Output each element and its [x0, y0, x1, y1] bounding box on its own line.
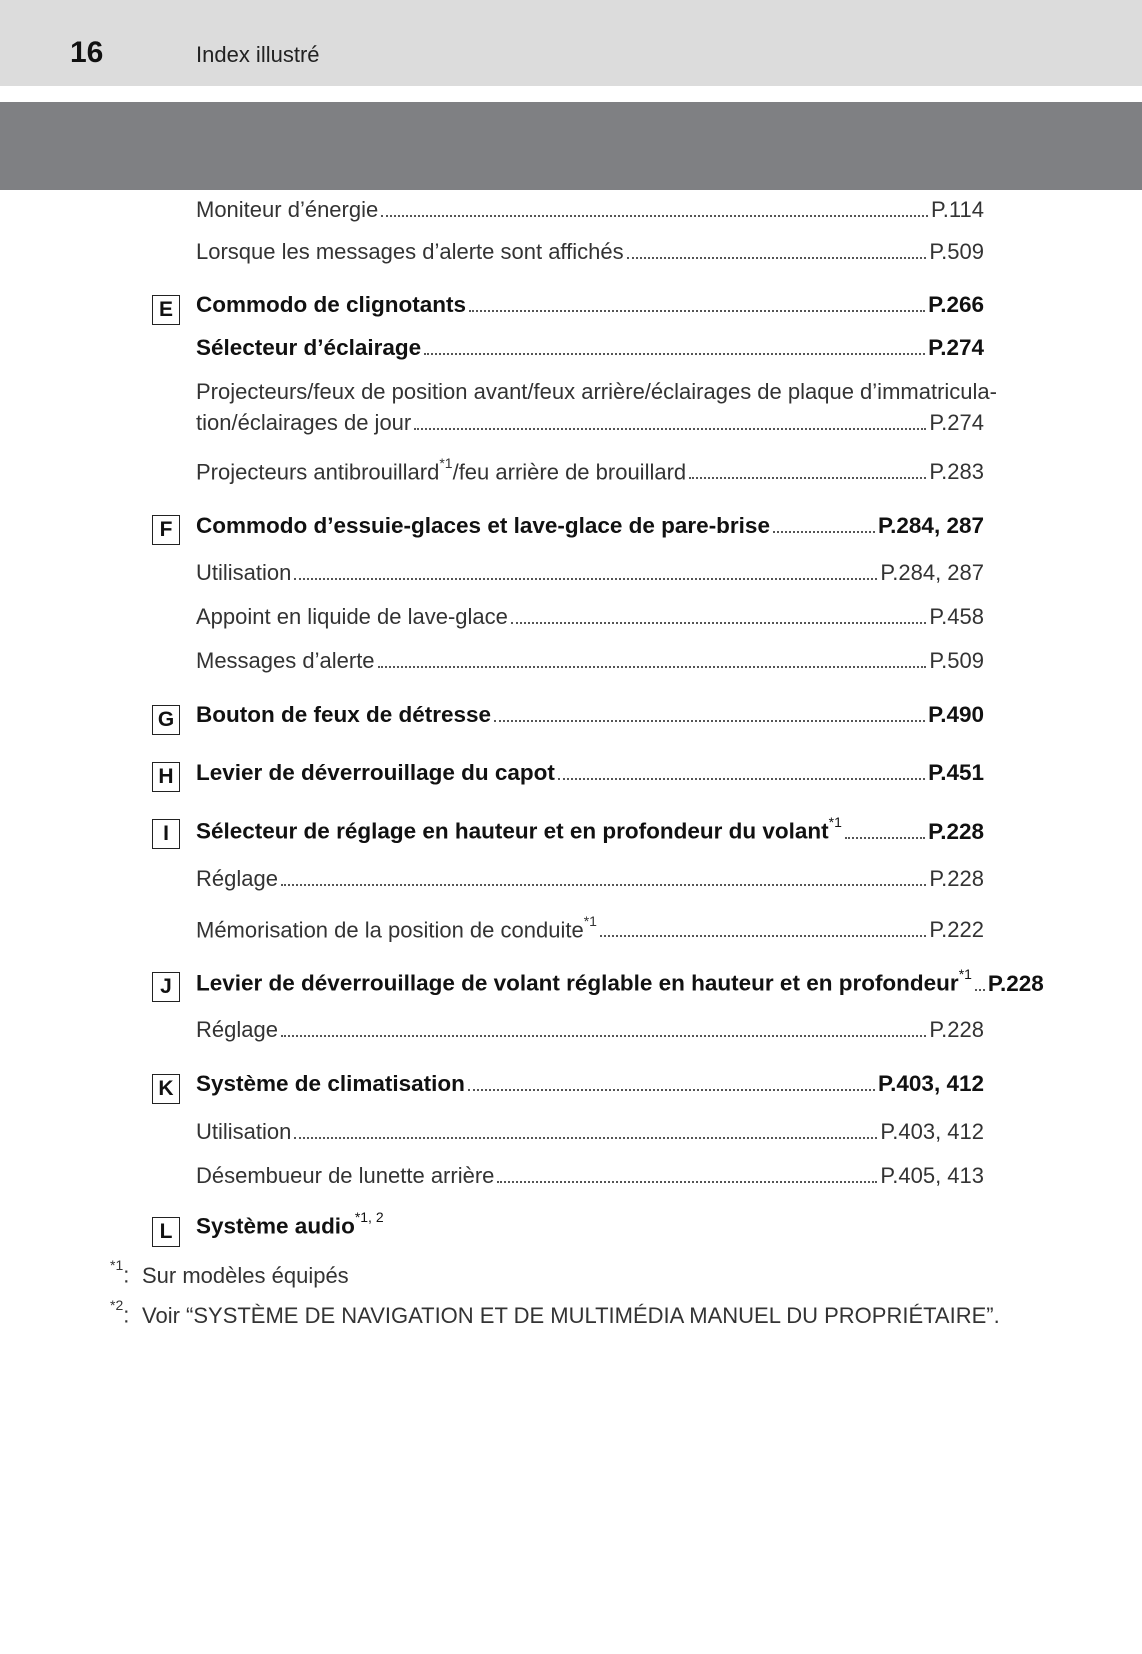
page-ref: P.451 — [928, 760, 984, 785]
page-ref: P.266 — [928, 292, 984, 317]
entry-label: Utilisation — [196, 1119, 292, 1144]
page-ref: P.228 — [929, 866, 984, 891]
footnote-mark: *2 — [110, 1297, 124, 1313]
page-ref: P.274 — [929, 410, 984, 435]
index-entry-projecteurs-line2 — [196, 410, 984, 436]
page-ref: P.274 — [928, 335, 984, 360]
index-entry-moniteur — [196, 197, 984, 223]
index-letter-i: I — [152, 819, 180, 849]
dot-leader — [381, 215, 928, 217]
entry-label-text: Levier de déverrouillage de volant réglable en hauteur et en profondeur — [196, 970, 959, 996]
page-ref: P.284, 287 — [880, 560, 984, 585]
section-title: Index illustré — [196, 42, 320, 67]
page-number: 16 — [70, 36, 104, 69]
page-ref: P.222 — [929, 917, 984, 943]
page-ref: P.228 — [987, 970, 1044, 996]
page-ref: P.509 — [929, 648, 984, 673]
index-letter-h: H — [152, 762, 180, 792]
index-entry-reglage-i — [196, 866, 984, 892]
index-entry-messages-alerte — [196, 648, 984, 674]
index-letter-j: J — [152, 972, 180, 1002]
index-entry-levier-volant — [196, 966, 1044, 997]
dot-leader — [414, 428, 926, 430]
page-ref: P.509 — [929, 239, 984, 264]
dot-leader — [497, 1181, 877, 1183]
entry-label: Réglage — [196, 1017, 278, 1042]
entry-label-pre: Projecteurs antibrouillard — [196, 459, 440, 485]
footnote-mark: *1 — [110, 1257, 124, 1273]
entry-label: Levier de déverrouillage du capot — [196, 760, 555, 785]
index-letter-f: F — [152, 515, 180, 545]
footnote-1-mark: $^{*1}$: — [110, 1257, 130, 1288]
entry-label: Désembueur de lunette arrière — [196, 1163, 495, 1188]
dot-leader — [294, 1137, 877, 1139]
index-entry-climatisation — [196, 1071, 984, 1097]
entry-label — [196, 1209, 384, 1240]
page-ref: P.403, 412 — [878, 1071, 984, 1096]
entry-label: Messages d’alerte — [196, 648, 375, 673]
index-entry-utilisation-k — [196, 1119, 984, 1145]
entry-label: Appoint en liquide de lave-glace — [196, 604, 508, 629]
dot-leader — [689, 477, 926, 479]
page-ref: P.403, 412 — [880, 1119, 984, 1144]
index-letter-g: G — [152, 705, 180, 735]
entry-label — [196, 455, 687, 485]
footnote-ref: *1 — [439, 455, 453, 471]
dot-leader — [845, 837, 925, 839]
header-bar — [0, 0, 1142, 86]
dot-leader — [773, 531, 875, 533]
dot-leader — [424, 353, 925, 355]
dot-leader — [468, 1089, 875, 1091]
page-ref: P.283 — [929, 459, 984, 485]
index-entry-antibrouillard — [196, 455, 984, 485]
footnote-2-text: Voir “SYSTÈME DE NAVIGATION ET DE MULTIMÉDIA MANUEL DU PROPRIÉTAIRE”. — [142, 1303, 1000, 1328]
index-entry-systeme-audio — [196, 1209, 984, 1240]
footnote-ref: *1 — [828, 814, 842, 830]
page-ref: P.458 — [929, 604, 984, 629]
index-entry-selecteur-eclairage — [196, 335, 984, 361]
dot-leader — [975, 989, 985, 991]
entry-label: Moniteur d’énergie — [196, 197, 379, 222]
page-ref: P.114 — [930, 197, 984, 222]
footnote-2-mark: $^{*2}$: — [110, 1297, 130, 1328]
footnote-ref: *1 — [958, 966, 972, 982]
index-entry-alerte-affiches — [196, 239, 984, 265]
footnote-1-text: Sur modèles équipés — [142, 1263, 349, 1288]
dot-leader — [558, 778, 925, 780]
index-entry-selecteur-volant — [196, 814, 984, 845]
entry-label: Commodo d’essuie-glaces et lave-glace de pare-brise — [196, 513, 770, 538]
entry-label-text: Sélecteur de réglage en hauteur et en profondeur du volant — [196, 818, 829, 844]
page-ref: P.228 — [929, 1017, 984, 1042]
entry-label: Lorsque les messages d’alerte sont affichés — [196, 239, 624, 264]
entry-label: Sélecteur d’éclairage — [196, 335, 422, 360]
index-entry-commodo-clignotants — [196, 292, 984, 318]
illustration-band — [0, 102, 1142, 190]
entry-label: Système de climatisation — [196, 1071, 465, 1096]
dot-leader — [600, 935, 926, 937]
index-entry-utilisation-f — [196, 560, 984, 586]
entry-label-post: /feu arrière de brouillard — [452, 459, 687, 485]
index-entry-deverrouillage-capot — [196, 760, 984, 786]
entry-label-text: Système audio — [196, 1213, 355, 1239]
page-ref: P.405, 413 — [880, 1163, 984, 1188]
entry-label: Réglage — [196, 866, 278, 891]
index-entry-reglage-j — [196, 1017, 984, 1043]
entry-label — [196, 966, 972, 997]
entry-label: Utilisation — [196, 560, 292, 585]
dot-leader — [378, 666, 927, 668]
index-letter-e: E — [152, 295, 180, 325]
entry-label — [196, 913, 597, 943]
footnote-ref: *1, 2 — [354, 1209, 384, 1225]
index-letter-k: K — [152, 1074, 180, 1104]
dot-leader — [511, 622, 926, 624]
dot-leader — [294, 578, 877, 580]
index-entry-appoint-lave-glace — [196, 604, 984, 630]
index-entry-feux-detresse — [196, 702, 984, 728]
entry-label: Commodo de clignotants — [196, 292, 466, 317]
entry-label: Bouton de feux de détresse — [196, 702, 492, 727]
entry-label-text: Mémorisation de la position de conduite — [196, 917, 584, 943]
index-entry-commodo-essuie-glaces — [196, 513, 984, 539]
footnote-ref: *1 — [583, 913, 597, 929]
index-entry-desembueur — [196, 1163, 984, 1189]
index-entry-memorisation — [196, 913, 984, 943]
page-ref: P.490 — [928, 702, 984, 727]
dot-leader — [469, 310, 925, 312]
dot-leader — [281, 884, 926, 886]
entry-label: tion/éclairages de jour — [196, 410, 412, 435]
page-ref: P.284, 287 — [878, 513, 984, 538]
dot-leader — [627, 257, 927, 259]
index-letter-l: L — [152, 1217, 180, 1247]
page-ref: P.228 — [928, 818, 984, 844]
dot-leader — [494, 720, 925, 722]
entry-label — [196, 814, 842, 845]
dot-leader — [281, 1035, 926, 1037]
index-entry-projecteurs-line1: Projecteurs/feux de position avant/feux arrière/éclairages de plaque d’immatricula- — [196, 379, 997, 404]
